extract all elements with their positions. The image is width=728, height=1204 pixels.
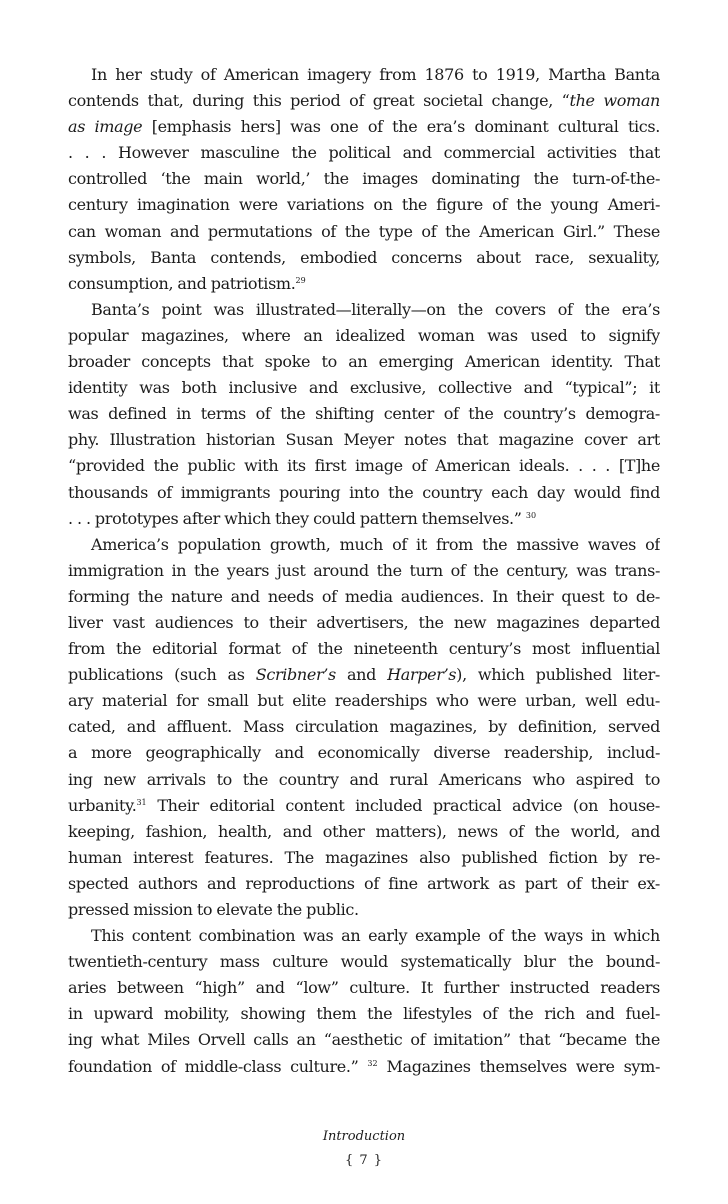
text-line bbox=[68, 662, 660, 688]
text-segment: publications (such as bbox=[68, 665, 256, 685]
text-segment: controlled ‘the main world,’ the images dominating the turn-of-the- bbox=[68, 169, 660, 189]
text-segment: broader concepts that spoke to an emerging American identity. That bbox=[68, 352, 660, 372]
text-segment: immigration in the years just around the turn of the century, was trans- bbox=[68, 560, 660, 580]
text-segment: . . . However masculine the political and commercial activities that bbox=[68, 143, 660, 163]
text-line bbox=[68, 219, 660, 245]
text-segment: America’s population growth, much of it from the massive waves of bbox=[91, 534, 660, 554]
text-segment: cated, and affluent. Mass circulation magazines, by definition, served bbox=[68, 717, 660, 737]
text-segment: foundation of middle-class culture.” bbox=[68, 1056, 368, 1076]
text-line bbox=[68, 375, 660, 401]
italic-text: the woman bbox=[569, 91, 660, 111]
text-segment: This content combination was an early example of the ways in which bbox=[91, 926, 660, 946]
text-segment: was defined in terms of the shifting center of the country’s demogra- bbox=[68, 404, 660, 424]
text-segment: “provided the public with its first image of American ideals. . . . [T]he bbox=[68, 456, 660, 476]
text-line bbox=[68, 584, 660, 610]
text-segment: liver vast audiences to their advertisers, the new magazines departed bbox=[68, 612, 660, 632]
text-line bbox=[68, 714, 660, 740]
text-segment: human interest features. The magazines also published fiction by re- bbox=[68, 847, 660, 867]
text-line bbox=[68, 323, 660, 349]
text-line bbox=[68, 506, 660, 532]
text-segment: twentieth-century mass culture would systematically blur the bound- bbox=[68, 952, 660, 972]
text-segment: century imagination were variations on the figure of the young Ameri- bbox=[68, 195, 660, 215]
footnote-marker: 32 bbox=[367, 1058, 378, 1068]
text-line bbox=[68, 349, 660, 375]
text-line bbox=[68, 1001, 660, 1027]
text-line bbox=[68, 975, 660, 1001]
text-segment: popular magazines, where an idealized woman was used to signify bbox=[68, 325, 660, 345]
text-line bbox=[68, 114, 660, 140]
text-segment: ing what Miles Orvell calls an “aesthetic of imitation” that “became the bbox=[68, 1030, 660, 1050]
text-line bbox=[68, 636, 660, 662]
text-line bbox=[68, 532, 660, 558]
text-segment: Banta’s point was illustrated—literally—on the covers of the era’s bbox=[91, 299, 660, 319]
text-line bbox=[68, 427, 660, 453]
text-line bbox=[68, 871, 660, 897]
text-segment: a more geographically and economically diverse readership, includ- bbox=[68, 743, 660, 763]
text-line bbox=[68, 88, 660, 114]
text-line bbox=[68, 845, 660, 871]
text-segment: symbols, Banta contends, embodied concerns about race, sexuality, bbox=[68, 247, 660, 267]
text-segment: ), which published liter- bbox=[456, 665, 660, 685]
text-line bbox=[68, 62, 660, 88]
page-number: { 7 } bbox=[344, 1153, 384, 1168]
text-line bbox=[68, 793, 660, 819]
text-line bbox=[68, 897, 660, 923]
italic-text: as image bbox=[68, 117, 143, 137]
text-line bbox=[68, 558, 660, 584]
text-segment: ing new arrivals to the country and rural Americans who aspired to bbox=[68, 769, 660, 789]
text-segment: [emphasis hers] was one of the era’s dominant cultural tics. bbox=[142, 117, 660, 137]
text-line bbox=[68, 1054, 660, 1080]
text-line bbox=[68, 140, 660, 166]
text-segment: thousands of immigrants pouring into the country each day would find bbox=[68, 482, 660, 502]
footnote-marker: 29 bbox=[295, 275, 306, 285]
text-segment: aries between “high” and “low” culture. It further instructed readers bbox=[68, 978, 660, 998]
text-line bbox=[68, 480, 660, 506]
text-line bbox=[68, 271, 660, 297]
footnote-marker: 30 bbox=[525, 510, 537, 520]
text-segment: consumption, and patriotism. bbox=[68, 273, 296, 293]
text-segment: identity was both inclusive and exclusive, collective and “typical”; it bbox=[68, 378, 660, 398]
text-segment: Magazines themselves were sym- bbox=[377, 1056, 660, 1076]
text-segment: urbanity. bbox=[68, 795, 137, 815]
text-segment: forming the nature and needs of media audiences. In their quest to de- bbox=[68, 586, 660, 606]
text-segment: pressed mission to elevate the public. bbox=[68, 900, 359, 919]
text-line bbox=[68, 453, 660, 479]
italic-text: Harper’s bbox=[387, 665, 457, 685]
text-line bbox=[68, 1027, 660, 1053]
text-line bbox=[68, 767, 660, 793]
text-line bbox=[68, 610, 660, 636]
body-text bbox=[68, 62, 660, 1080]
text-line bbox=[68, 819, 660, 845]
text-line bbox=[68, 949, 660, 975]
text-line bbox=[68, 245, 660, 271]
text-segment: keeping, fashion, health, and other matters), news of the world, and bbox=[68, 821, 660, 841]
text-segment: In her study of American imagery from 1876 to 1919, Martha Banta bbox=[91, 65, 660, 84]
text-segment: Their editorial content included practical advice (on house- bbox=[146, 795, 660, 815]
text-segment: ary material for small but elite readerships who were urban, well edu- bbox=[68, 691, 660, 711]
text-line bbox=[68, 923, 660, 949]
text-line bbox=[68, 166, 660, 192]
text-segment: contends that, during this period of great societal change, “ bbox=[68, 91, 570, 111]
text-line bbox=[68, 740, 660, 766]
text-segment: can woman and permutations of the type of the American Girl.” These bbox=[68, 221, 660, 241]
text-segment: and bbox=[335, 665, 388, 685]
text-segment: from the editorial format of the nineteenth century’s most influential bbox=[68, 639, 660, 659]
text-segment: . . . prototypes after which they could pattern themselves.” bbox=[68, 508, 526, 528]
text-segment: phy. Illustration historian Susan Meyer notes that magazine cover art bbox=[68, 430, 660, 450]
footnote-marker: 31 bbox=[136, 797, 147, 807]
text-line bbox=[68, 192, 660, 218]
italic-text: Scribner’s bbox=[255, 665, 336, 685]
text-line bbox=[68, 688, 660, 714]
text-line bbox=[68, 297, 660, 323]
text-segment: in upward mobility, showing them the lifestyles of the rich and fuel- bbox=[68, 1004, 660, 1024]
text-line bbox=[68, 401, 660, 427]
running-head: Introduction bbox=[322, 1129, 406, 1144]
text-segment: spected authors and reproductions of fine artwork as part of their ex- bbox=[68, 873, 660, 893]
